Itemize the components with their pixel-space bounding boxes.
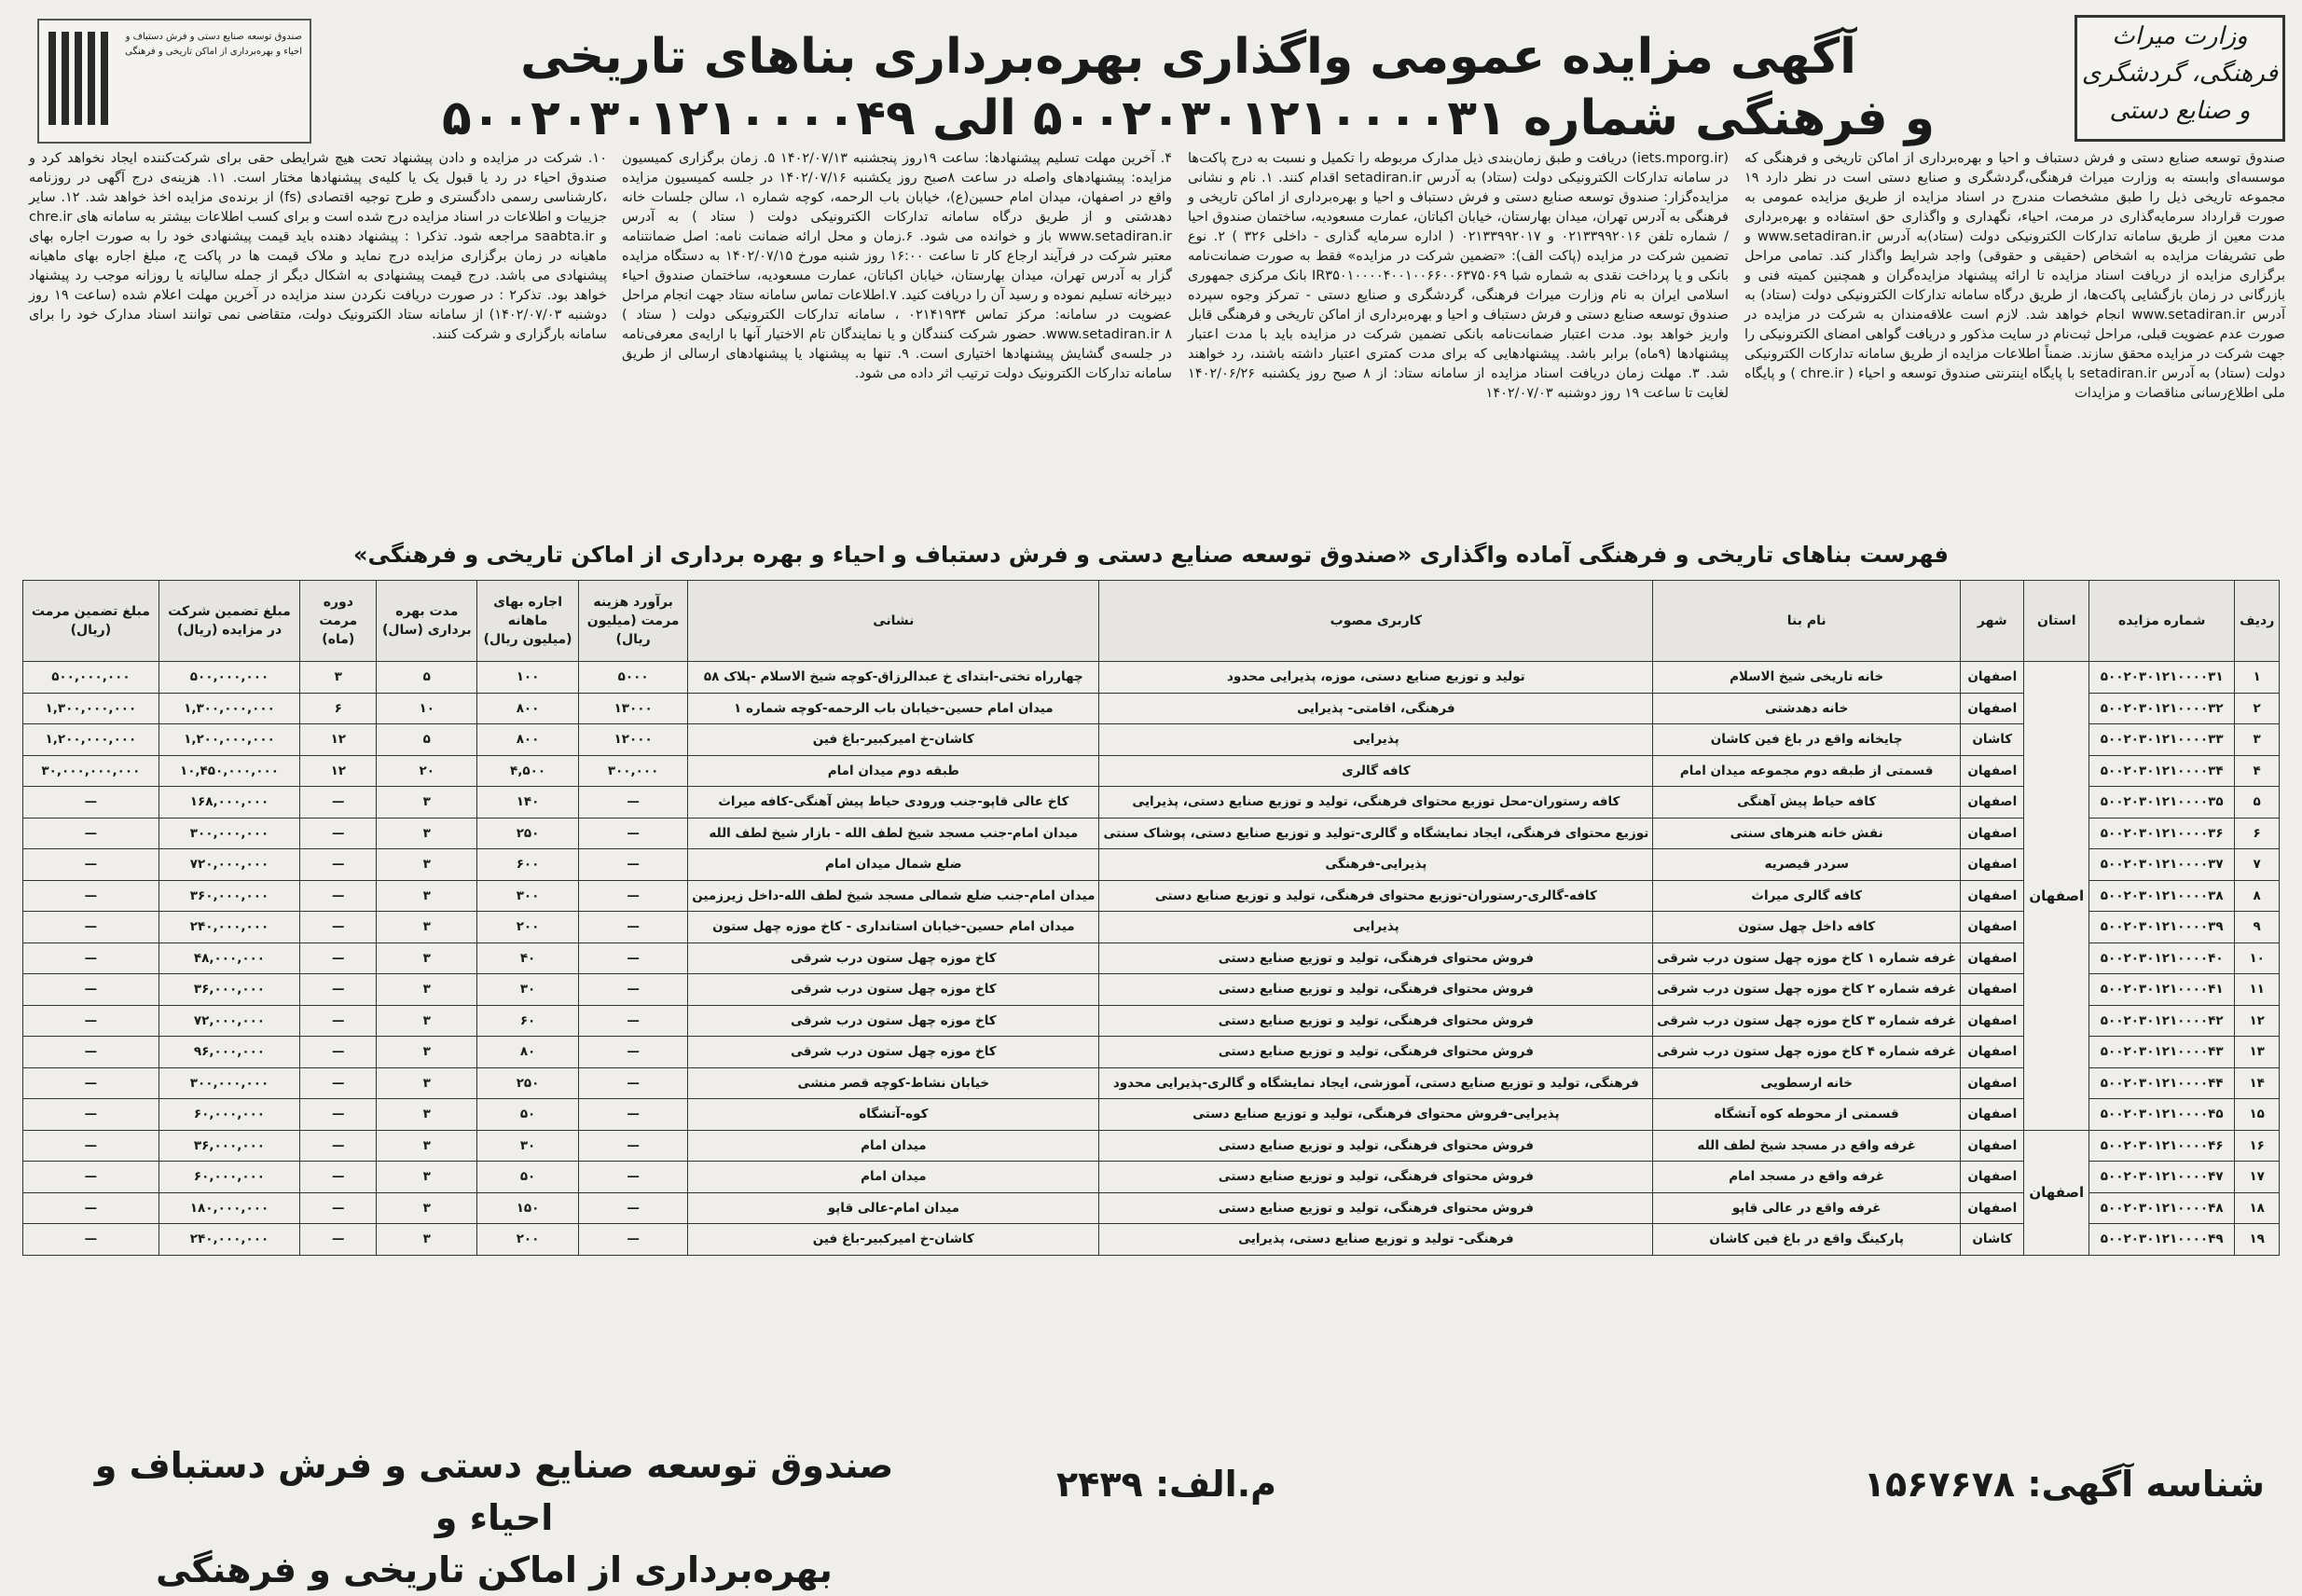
cell-rent: ۲۵۰ [477, 818, 579, 849]
cell-g2: — [23, 787, 159, 819]
cell-addr: میدان امام [688, 1130, 1099, 1162]
cell-cost: — [578, 880, 687, 912]
cell-n: ۹ [2235, 912, 2280, 943]
cell-cost: ۵۰۰۰ [578, 662, 687, 694]
cell-years: ۲۰ [377, 755, 477, 787]
cell-id: ۵۰۰۲۰۳۰۱۲۱۰۰۰۰۳۸ [2089, 880, 2235, 912]
column-header: مبلغ تضمین مرمت (ریال) [23, 581, 159, 662]
cell-g1: ۲۴۰,۰۰۰,۰۰۰ [159, 912, 299, 943]
cell-g1: ۴۸,۰۰۰,۰۰۰ [159, 942, 299, 974]
cell-city: اصفهان [1961, 787, 2024, 819]
cell-city: اصفهان [1961, 662, 2024, 694]
cell-use: فروش محتوای فرهنگی، تولید و توزیع صنایع دستی [1099, 942, 1653, 974]
column-header: شماره مزایده [2089, 581, 2235, 662]
cell-years: ۳ [377, 1037, 477, 1068]
cell-name: قسمتی از محوطه کوه آتشگاه [1653, 1099, 1961, 1131]
cell-city: اصفهان [1961, 974, 2024, 1006]
cell-name: چایخانه واقع در باغ فین کاشان [1653, 724, 1961, 756]
cell-id: ۵۰۰۲۰۳۰۱۲۱۰۰۰۰۳۹ [2089, 912, 2235, 943]
cell-g1: ۱,۲۰۰,۰۰۰,۰۰۰ [159, 724, 299, 756]
cell-city: اصفهان [1961, 880, 2024, 912]
cell-id: ۵۰۰۲۰۳۰۱۲۱۰۰۰۰۴۲ [2089, 1005, 2235, 1037]
province-cell: اصفهان [2024, 662, 2089, 1131]
table-row [23, 1099, 2280, 1131]
cell-months: — [300, 1005, 377, 1037]
ad-id: شناسه آگهی: ۱۵۶۷۶۷۸ [1863, 1464, 2265, 1505]
fund-logo-mark [48, 32, 114, 125]
cell-years: ۳ [377, 1130, 477, 1162]
cell-g1: ۳۰۰,۰۰۰,۰۰۰ [159, 818, 299, 849]
cell-n: ۷ [2235, 849, 2280, 881]
cell-g2: — [23, 1130, 159, 1162]
cell-n: ۱۰ [2235, 942, 2280, 974]
cell-rent: ۸۰۰ [477, 724, 579, 756]
cell-years: ۳ [377, 880, 477, 912]
cell-cost: — [578, 974, 687, 1006]
ad-title-line2: و فرهنگی شماره ۵۰۰۲۰۳۰۱۲۱۰۰۰۰۳۱ الی ۵۰۰۲۰۳۰۱۲۱۰۰۰۰۴۹ [441, 90, 1936, 146]
cell-use: فرهنگی- تولید و توزیع صنایع دستی، پذیرایی [1099, 1224, 1653, 1256]
cell-g2: — [23, 1005, 159, 1037]
cell-months: — [300, 1224, 377, 1256]
cell-addr: میدان امام-جنب ضلع شمالی مسجد شیخ لطف الله-داخل زیرزمین [688, 880, 1099, 912]
cell-addr: کاخ موزه چهل ستون درب شرقی [688, 942, 1099, 974]
cell-g2: — [23, 1224, 159, 1256]
cell-rent: ۳۰ [477, 1130, 579, 1162]
cell-cost: — [578, 1037, 687, 1068]
cell-city: کاشان [1961, 1224, 2024, 1256]
ad-title [317, 26, 2060, 149]
cell-name: غرفه شماره ۴ کاخ موزه چهل ستون درب شرقی [1653, 1037, 1961, 1068]
org-name-line1: صندوق توسعه صنایع دستی و فرش دستباف و احیاء و [94, 1445, 894, 1538]
cell-n: ۱ [2235, 662, 2280, 694]
cell-cost: — [578, 787, 687, 819]
cell-city: اصفهان [1961, 693, 2024, 724]
cell-id: ۵۰۰۲۰۳۰۱۲۱۰۰۰۰۳۵ [2089, 787, 2235, 819]
table-row [23, 1037, 2280, 1068]
cell-rent: ۱۴۰ [477, 787, 579, 819]
cell-cost: — [578, 1162, 687, 1193]
cell-g2: — [23, 912, 159, 943]
cell-rent: ۸۰۰ [477, 693, 579, 724]
cell-use: فروش محتوای فرهنگی، تولید و توزیع صنایع دستی [1099, 974, 1653, 1006]
cell-n: ۱۲ [2235, 1005, 2280, 1037]
cell-city: اصفهان [1961, 755, 2024, 787]
table-row [23, 912, 2280, 943]
cell-n: ۱۳ [2235, 1037, 2280, 1068]
property-table [22, 580, 2280, 1256]
cell-n: ۱۷ [2235, 1162, 2280, 1193]
cell-g2: — [23, 942, 159, 974]
cell-name: غرفه شماره ۳ کاخ موزه چهل ستون درب شرقی [1653, 1005, 1961, 1037]
intro-column-3: ۴. آخرین مهلت تسلیم پیشنهادها: ساعت ۱۹روز پنجشنبه ۱۴۰۲/۰۷/۱۳ ۵. زمان برگزاری کمیسیون مزایده: پیشنهادهای واصله در ساعت ۸صبح روز یکشنبه ۱۴۰۲/۰۷/۱۶ در جلسه کمیسیون مزایده واقع در اصفهان، میدان امام حسین(ع)، خیابان باب الرحمه، کوچه شماره ۱، سالن جلسات خانه دهدشتی و از طریق درگاه سامانه تدارکات الکترونیکی دولت ( ستاد ) به آدرس www.setadiran.ir باز و خوانده می شود. ۶.زمان و محل ارائه ضمانت نامه: اصل ضمانتنامه معتبر شرکت در فرآیند ارجاع کار تا ساعت ۱۶:۰۰ روز شنبه مورخ ۱۴۰۲/۰۷/۱۵ به دستگاه مزایده گزار به آدرس تهران، میدان بهارستان، خیابان اکباتان، عمارت مسعودیه، ساختمان صندوق احیاء دبیرخانه تسلیم نموده و رسید آن را دریافت کنید. ۷.اطلاعات تماس سامانه ستاد جهت انجام مراحل عضویت در سامانه: مرکز تماس ۰۲۱۴۱۹۳۴ ، سامانه تدارکات الکترونیکی دولت ( ستاد ) www.setadiran.ir ۸. حضور شرکت کنندگان و یا نمایندگان تام الاختیار آنها با ارایه‌ی معرفی‌نامه در جلسه‌ی گشایش پیشنهادها اختیاری است. ۹. تنها به پیشنهاد یا پیشنهادهای ارسالی از طریق سامانه تدارکات الکترونیک دولت ترتیب اثر داده می شود. [622, 151, 1173, 381]
cell-months: — [300, 974, 377, 1006]
ad-title-line1: آگهی مزایده عمومی واگذاری بهره‌برداری بناهای تاریخی [520, 29, 1856, 85]
cell-g1: ۱,۳۰۰,۰۰۰,۰۰۰ [159, 693, 299, 724]
table-row [23, 942, 2280, 974]
column-header: اجاره بهای ماهانه (میلیون ریال) [477, 581, 579, 662]
cell-cost: — [578, 1067, 687, 1099]
cell-addr: کاخ عالی قاپو-جنب ورودی حیاط پیش آهنگی-کافه میراث [688, 787, 1099, 819]
cell-rent: ۸۰ [477, 1037, 579, 1068]
cell-g2: — [23, 1162, 159, 1193]
table-row [23, 1130, 2280, 1162]
column-header: ردیف [2235, 581, 2280, 662]
cell-g2: — [23, 1192, 159, 1224]
cell-n: ۱۶ [2235, 1130, 2280, 1162]
table-row [23, 693, 2280, 724]
cell-n: ۶ [2235, 818, 2280, 849]
column-header: برآورد هزینه مرمت (میلیون ریال) [578, 581, 687, 662]
cell-id: ۵۰۰۲۰۳۰۱۲۱۰۰۰۰۳۱ [2089, 662, 2235, 694]
cell-addr: ضلع شمال میدان امام [688, 849, 1099, 881]
cell-name: غرفه شماره ۲ کاخ موزه چهل ستون درب شرقی [1653, 974, 1961, 1006]
cell-rent: ۳۰ [477, 974, 579, 1006]
cell-name: کافه گالری میراث [1653, 880, 1961, 912]
cell-name: کافه حیاط پیش آهنگی [1653, 787, 1961, 819]
cell-city: اصفهان [1961, 1037, 2024, 1068]
cell-years: ۳ [377, 849, 477, 881]
table-row [23, 974, 2280, 1006]
cell-id: ۵۰۰۲۰۳۰۱۲۱۰۰۰۰۴۳ [2089, 1037, 2235, 1068]
table-row [23, 1192, 2280, 1224]
cell-months: — [300, 942, 377, 974]
cell-years: ۵ [377, 724, 477, 756]
cell-rent: ۴,۵۰۰ [477, 755, 579, 787]
cell-city: اصفهان [1961, 849, 2024, 881]
cell-g1: ۱۸۰,۰۰۰,۰۰۰ [159, 1192, 299, 1224]
cell-years: ۳ [377, 1067, 477, 1099]
cell-city: اصفهان [1961, 1099, 2024, 1131]
cell-id: ۵۰۰۲۰۳۰۱۲۱۰۰۰۰۳۳ [2089, 724, 2235, 756]
cell-id: ۵۰۰۲۰۳۰۱۲۱۰۰۰۰۴۶ [2089, 1130, 2235, 1162]
cell-use: فروش محتوای فرهنگی، تولید و توزیع صنایع دستی [1099, 1192, 1653, 1224]
cell-years: ۳ [377, 1224, 477, 1256]
table-row [23, 818, 2280, 849]
column-header: شهر [1961, 581, 2024, 662]
cell-g2: ۱,۲۰۰,۰۰۰,۰۰۰ [23, 724, 159, 756]
cell-months: ۶ [300, 693, 377, 724]
cell-use: کافه-گالری-رستوران-توزیع محتوای فرهنگی، تولید و توزیع صنایع دستی [1099, 880, 1653, 912]
cell-cost: — [578, 1130, 687, 1162]
cell-addr: کاشان-خ امیرکبیر-باغ فین [688, 724, 1099, 756]
cell-years: ۳ [377, 942, 477, 974]
cell-use: فرهنگی، تولید و توزیع صنایع دستی، آموزشی، ایجاد نمایشگاه و گالری-پذیرایی محدود [1099, 1067, 1653, 1099]
cell-addr: خیابان نشاط-کوچه قصر منشی [688, 1067, 1099, 1099]
column-header: استان [2024, 581, 2089, 662]
cell-name: قسمتی از طبقه دوم مجموعه میدان امام [1653, 755, 1961, 787]
intro-column-4: ۱۰. شرکت در مزایده و دادن پیشنهاد تحت هیچ شرایطی حقی برای شرکت‌کننده ایجاد نخواهد کرد و صندوق احیاء در رد یا قبول یک یا کلیه‌ی پیشنهادها مختار است. ۱۱. هزینه‌ی درج آگهی در روزنامه ،کارشناسی رسمی دادگستری و طرح توجیه اقتصادی (fs) از برنده‌ی مزایده اخذ خواهد شد. ۱۲. سایر جزییات و اطلاعات در اسناد مزایده درج شده است و برای کسب اطلاعات بیشتر به سامانه های chre.ir و saabta.ir مراجعه شود. تذکر۱ : پیشنهاد دهنده باید قیمت پیشنهادی خود را به صورت اجاره بهای ماهیانه در زمان برگزاری مزایده درج نماید و ملاک قیمت ها در پاکت ج، مبلغ اجاره بهای ماهیانه پیشنهادی می باشد. درج قیمت پیشنهادی به اشکال دیگر از جمله سالیانه یا روزانه موجب رد پیشنهاد خواهد بود. تذکر۲ : در صورت دریافت نکردن سند مزایده در آخرین مهلت اعلام شده (ساعت ۱۹ روز دوشنبه ۱۴۰۲/۰۷/۰۳) از سامانه ستاد الکترونیک دولت، متقاضی نمی توانند اسناد مدارک خود را برای سامانه بارگزاری و شرکت کنند. [29, 151, 608, 342]
cell-cost: — [578, 1005, 687, 1037]
table-title: فهرست بناهای تاریخی و فرهنگی آماده واگذاری «صندوق توسعه صنایع دستی و فرش دستباف و احیاء و بهره برداری از اماکن تاریخی و فرهنگی» [353, 542, 1949, 568]
fund-logo [37, 19, 311, 144]
cell-n: ۲ [2235, 693, 2280, 724]
cell-cost: — [578, 849, 687, 881]
cell-use: فرهنگی، اقامتی- پذیرایی [1099, 693, 1653, 724]
cell-city: اصفهان [1961, 818, 2024, 849]
cell-n: ۵ [2235, 787, 2280, 819]
province-cell: اصفهان [2024, 1130, 2089, 1255]
column-header: نشانی [688, 581, 1099, 662]
cell-name: خانه دهدشتی [1653, 693, 1961, 724]
table-row [23, 787, 2280, 819]
cell-g2: — [23, 1037, 159, 1068]
cell-addr: کاخ موزه چهل ستون درب شرقی [688, 1037, 1099, 1068]
cell-cost: ۳۰۰,۰۰۰ [578, 755, 687, 787]
cell-id: ۵۰۰۲۰۳۰۱۲۱۰۰۰۰۳۶ [2089, 818, 2235, 849]
cell-use: پذیرایی [1099, 912, 1653, 943]
table-row [23, 849, 2280, 881]
cell-g1: ۶۰,۰۰۰,۰۰۰ [159, 1162, 299, 1193]
cell-n: ۱۹ [2235, 1224, 2280, 1256]
cell-g1: ۷۲۰,۰۰۰,۰۰۰ [159, 849, 299, 881]
cell-name: نقش خانه هنرهای سنتی [1653, 818, 1961, 849]
org-name-line2: بهره‌برداری از اماکن تاریخی و فرهنگی [156, 1549, 833, 1590]
cell-years: ۳ [377, 818, 477, 849]
cell-addr: کوه-آتشگاه [688, 1099, 1099, 1131]
cell-addr: میدان امام [688, 1162, 1099, 1193]
cell-months: — [300, 818, 377, 849]
cell-use: فروش محتوای فرهنگی، تولید و توزیع صنایع دستی [1099, 1130, 1653, 1162]
cell-name: غرفه شماره ۱ کاخ موزه چهل ستون درب شرقی [1653, 942, 1961, 974]
cell-name: پارکینگ واقع در باغ فین کاشان [1653, 1224, 1961, 1256]
cell-city: اصفهان [1961, 1130, 2024, 1162]
cell-id: ۵۰۰۲۰۳۰۱۲۱۰۰۰۰۴۸ [2089, 1192, 2235, 1224]
cell-id: ۵۰۰۲۰۳۰۱۲۱۰۰۰۰۴۱ [2089, 974, 2235, 1006]
cell-months: — [300, 1162, 377, 1193]
table-body [23, 662, 2280, 1256]
column-header: مبلغ تضمین شرکت در مزایده (ریال) [159, 581, 299, 662]
cell-g1: ۳۶,۰۰۰,۰۰۰ [159, 974, 299, 1006]
cell-use: فروش محتوای فرهنگی، تولید و توزیع صنایع دستی [1099, 1037, 1653, 1068]
cell-id: ۵۰۰۲۰۳۰۱۲۱۰۰۰۰۴۹ [2089, 1224, 2235, 1256]
cell-n: ۱۱ [2235, 974, 2280, 1006]
table-row [23, 1067, 2280, 1099]
cell-name: سردر قیصریه [1653, 849, 1961, 881]
cell-g2: ۱,۳۰۰,۰۰۰,۰۰۰ [23, 693, 159, 724]
cell-years: ۳ [377, 1099, 477, 1131]
cell-g1: ۳۰۰,۰۰۰,۰۰۰ [159, 1067, 299, 1099]
column-header: مدت بهره برداری (سال) [377, 581, 477, 662]
cell-rent: ۶۰ [477, 1005, 579, 1037]
cell-g2: ۳۰,۰۰۰,۰۰۰,۰۰۰ [23, 755, 159, 787]
table-header-row [23, 581, 2280, 662]
cell-name: خانه ارسطویی [1653, 1067, 1961, 1099]
cell-cost: — [578, 818, 687, 849]
cell-addr: کاخ موزه چهل ستون درب شرقی [688, 1005, 1099, 1037]
cell-g2: — [23, 974, 159, 1006]
cell-years: ۳ [377, 1162, 477, 1193]
cell-id: ۵۰۰۲۰۳۰۱۲۱۰۰۰۰۴۴ [2089, 1067, 2235, 1099]
cell-cost: — [578, 1192, 687, 1224]
cell-g1: ۲۴۰,۰۰۰,۰۰۰ [159, 1224, 299, 1256]
intro-column-1: صندوق توسعه صنایع دستی و فرش دستباف و احیا و بهره‌برداری از اماکن تاریخی و فرهنگی که موسسه‌ای وابسته به وزارت میراث فرهنگی،گردشگری و صنایع دستی است در نظر دارد ۱۹ مجموعه تاریخی ذیل را طبق مشخصات مندرج در اسناد مزایده از طریق مزایده عمومی به صورت قرارداد سرمایه‌گذاری در مرمت، احیاء، نگهداری و واگذاری حق استفاده و بهره‌برداری مدت معین از طریق سامانه تدارکات الکترونیکی دولت (ستاد)به آدرس www.setadiran.ir و طی تشریفات مزایده به اشخاص (حقیقی و حقوقی) واجد شرایط واگذار کند. تمامی مراحل برگزاری مزایده از دریافت اسناد مزایده تا ارائه پیشنهاد مزایده‌گران و همچنین کمیته فنی و بازرگانی در زمان بازگشایی پاکت‌ها، از طریق درگاه سامانه تدارکات الکترونیکی دولت (ستاد) به آدرس www.setadiran.ir انجام خواهد شد. لازم است علاقه‌مندان به شرکت در مزایده در صورت عدم عضویت قبلی، مراحل ثبت‌نام در سایت مذکور و دریافت گواهی امضای الکترونیکی را جهت شرکت در مزایده محقق سازند. ضمناً اطلاعات مزایده از طریق سامانه تدارکات الکترونیکی دولت (ستاد) به آدرس setadiran.ir با پایگاه اینترنتی صندوق توسعه و احیاء ( chre.ir ) و پایگاه ملی اطلاع‌رسانی مناقصات و مزایدات [1744, 151, 2286, 401]
cell-n: ۴ [2235, 755, 2280, 787]
cell-g2: — [23, 1099, 159, 1131]
cell-rent: ۳۰۰ [477, 880, 579, 912]
cell-addr: طبقه دوم میدان امام [688, 755, 1099, 787]
cell-g2: — [23, 818, 159, 849]
cell-n: ۳ [2235, 724, 2280, 756]
cell-rent: ۵۰ [477, 1162, 579, 1193]
cell-cost: ۱۳۰۰۰ [578, 693, 687, 724]
cell-addr: کاشان-خ امیرکبیر-باغ فین [688, 1224, 1099, 1256]
table-row [23, 1005, 2280, 1037]
cell-name: غرفه واقع در مسجد امام [1653, 1162, 1961, 1193]
cell-rent: ۲۵۰ [477, 1067, 579, 1099]
ad-code: م.الف: ۲۴۳۹ [1055, 1464, 1276, 1505]
cell-g1: ۱۰,۴۵۰,۰۰۰,۰۰۰ [159, 755, 299, 787]
cell-g2: — [23, 1067, 159, 1099]
cell-g1: ۷۲,۰۰۰,۰۰۰ [159, 1005, 299, 1037]
cell-use: تولید و توزیع صنایع دستی، موزه، پذیرایی محدود [1099, 662, 1653, 694]
cell-addr: چهارراه تختی-ابتدای خ عبدالرزاق-کوچه شیخ الاسلام -پلاک ۵۸ [688, 662, 1099, 694]
cell-g1: ۱۶۸,۰۰۰,۰۰۰ [159, 787, 299, 819]
cell-cost: — [578, 912, 687, 943]
cell-years: ۵ [377, 662, 477, 694]
cell-use: کافه گالری [1099, 755, 1653, 787]
cell-id: ۵۰۰۲۰۳۰۱۲۱۰۰۰۰۴۰ [2089, 942, 2235, 974]
cell-g2: — [23, 849, 159, 881]
cell-cost: — [578, 942, 687, 974]
cell-g2: ۵۰۰,۰۰۰,۰۰۰ [23, 662, 159, 694]
table-row [23, 880, 2280, 912]
cell-g2: — [23, 880, 159, 912]
cell-years: ۳ [377, 787, 477, 819]
cell-use: فروش محتوای فرهنگی، تولید و توزیع صنایع دستی [1099, 1162, 1653, 1193]
cell-use: پذیرایی-فرهنگی [1099, 849, 1653, 881]
cell-use: کافه رستوران-محل توزیع محتوای فرهنگی، تولید و توزیع صنایع دستی، پذیرایی [1099, 787, 1653, 819]
column-header: دوره مرمت (ماه) [300, 581, 377, 662]
cell-years: ۳ [377, 1005, 477, 1037]
cell-name: خانه تاریخی شیخ الاسلام [1653, 662, 1961, 694]
cell-n: ۸ [2235, 880, 2280, 912]
cell-use: توزیع محتوای فرهنگی، ایجاد نمایشگاه و گالری-تولید و توزیع صنایع دستی، پوشاک سنتی [1099, 818, 1653, 849]
cell-city: اصفهان [1961, 1192, 2024, 1224]
table-row [23, 662, 2280, 694]
table-row [23, 1162, 2280, 1193]
cell-months: ۱۲ [300, 724, 377, 756]
cell-n: ۱۵ [2235, 1099, 2280, 1131]
cell-rent: ۴۰ [477, 942, 579, 974]
cell-months: — [300, 787, 377, 819]
ad-footer [0, 1426, 2302, 1590]
intro-column-2: (iets.mporg.ir) دریافت و طبق زمان‌بندی ذیل مدارک مربوطه را تکمیل و نسبت به درج پاکت‌ها در سامانه تدارکات الکترونیکی دولت (ستاد) به آدرس setadiran.ir اقدام کنند. ۱. نام و نشانی مزایده‌گزار: صندوق توسعه صنایع دستی و فرش دستباف و احیا و بهره‌برداری از اماکن تاریخی و فرهنگی به آدرس تهران، میدان بهارستان، خیابان اکباتان، عمارت مسعودیه، ساختمان صندوق احیا / شماره تلفن ۰۲۱۳۳۹۹۲۰۱۶ و ۰۲۱۳۳۹۹۲۰۱۷ ( اداره سرمایه گذاری - داخلی ۳۲۶ ) ۲. نوع تضمین شرکت در مزایده (پاکت الف): «تضمین شرکت در مزایده» فقط به صورت ضمانت‌نامه بانکی و یا پرداخت نقدی به شماره شبا IR۳۵۰۱۰۰۰۰۴۰۰۱۰۰۶۶۰۰۶۳۷۵۰۶۹ بانک مرکزی جمهوری اسلامی ایران به نام وزارت میراث فرهنگی، گردشگری و صنایع دستی - تمرکز وجوه سپرده صندوق توسعه صنایع دستی و فرش دستباف و احیا و بهره‌برداری از اماکن تاریخی و فرهنگی قابل واریز خواهد بود. مدت اعتبار ضمانت‌نامه بانکی تضمین شرکت در مزایده باید با مدت اعتبار پیشنهادها (۹ماه) برابر باشد. پیشنهادهایی که برای مدت کمتری اعتبار داشته باشند، رد خواهند شد. ۳. مهلت زمان دریافت اسناد مزایده از سامانه ستاد: از ۸ صبح روز یکشنبه ۱۴۰۲/۰۶/۲۶ لغایت تا ساعت ۱۹ روز دوشنبه ۱۴۰۲/۰۷/۰۳ [1188, 151, 1730, 401]
cell-months: ۱۲ [300, 755, 377, 787]
cell-cost: ۱۲۰۰۰ [578, 724, 687, 756]
cell-id: ۵۰۰۲۰۳۰۱۲۱۰۰۰۰۴۷ [2089, 1162, 2235, 1193]
fund-logo-text: صندوق توسعه صنایع دستی و فرش دستباف و احیاء و بهره‌برداری از اماکن تاریخی و فرهنگی [125, 32, 302, 57]
cell-id: ۵۰۰۲۰۳۰۱۲۱۰۰۰۰۳۴ [2089, 755, 2235, 787]
cell-city: اصفهان [1961, 942, 2024, 974]
cell-rent: ۵۰ [477, 1099, 579, 1131]
ministry-logo: وزارت میراث فرهنگی، گردشگری و صنایع دستی [2075, 15, 2285, 142]
cell-months: — [300, 1192, 377, 1224]
org-name [75, 1439, 914, 1596]
table-row [23, 724, 2280, 756]
cell-g1: ۳۶۰,۰۰۰,۰۰۰ [159, 880, 299, 912]
cell-city: اصفهان [1961, 912, 2024, 943]
cell-addr: میدان امام حسین-خیابان باب الرحمه-کوچه شماره ۱ [688, 693, 1099, 724]
cell-cost: — [578, 1099, 687, 1131]
cell-months: — [300, 880, 377, 912]
cell-years: ۱۰ [377, 693, 477, 724]
cell-months: — [300, 1099, 377, 1131]
cell-addr: کاخ موزه چهل ستون درب شرقی [688, 974, 1099, 1006]
cell-city: اصفهان [1961, 1005, 2024, 1037]
cell-city: اصفهان [1961, 1162, 2024, 1193]
cell-use: پذیرایی-فروش محتوای فرهنگی، تولید و توزیع صنایع دستی [1099, 1099, 1653, 1131]
cell-use: فروش محتوای فرهنگی، تولید و توزیع صنایع دستی [1099, 1005, 1653, 1037]
cell-g1: ۶۰,۰۰۰,۰۰۰ [159, 1099, 299, 1131]
cell-cost: — [578, 1224, 687, 1256]
cell-g1: ۵۰۰,۰۰۰,۰۰۰ [159, 662, 299, 694]
cell-id: ۵۰۰۲۰۳۰۱۲۱۰۰۰۰۳۲ [2089, 693, 2235, 724]
cell-rent: ۶۰۰ [477, 849, 579, 881]
cell-city: اصفهان [1961, 1067, 2024, 1099]
cell-addr: میدان امام-جنب مسجد شیخ لطف الله - بازار شیخ لطف الله [688, 818, 1099, 849]
cell-years: ۳ [377, 1192, 477, 1224]
cell-years: ۳ [377, 912, 477, 943]
table-row [23, 1224, 2280, 1256]
cell-rent: ۱۰۰ [477, 662, 579, 694]
cell-months: — [300, 1130, 377, 1162]
cell-g1: ۹۶,۰۰۰,۰۰۰ [159, 1037, 299, 1068]
cell-id: ۵۰۰۲۰۳۰۱۲۱۰۰۰۰۳۷ [2089, 849, 2235, 881]
cell-name: غرفه واقع در مسجد شیخ لطف الله [1653, 1130, 1961, 1162]
cell-addr: میدان امام حسین-خیابان استانداری - کاخ موزه چهل ستون [688, 912, 1099, 943]
cell-city: کاشان [1961, 724, 2024, 756]
cell-n: ۱۴ [2235, 1067, 2280, 1099]
cell-years: ۳ [377, 974, 477, 1006]
cell-name: کافه داخل چهل ستون [1653, 912, 1961, 943]
cell-rent: ۱۵۰ [477, 1192, 579, 1224]
cell-n: ۱۸ [2235, 1192, 2280, 1224]
cell-rent: ۲۰۰ [477, 912, 579, 943]
cell-use: پذیرایی [1099, 724, 1653, 756]
cell-months: ۳ [300, 662, 377, 694]
cell-rent: ۲۰۰ [477, 1224, 579, 1256]
cell-months: — [300, 1067, 377, 1099]
cell-months: — [300, 1037, 377, 1068]
cell-months: — [300, 912, 377, 943]
cell-g1: ۳۶,۰۰۰,۰۰۰ [159, 1130, 299, 1162]
cell-name: غرفه واقع در عالی قاپو [1653, 1192, 1961, 1224]
column-header: کاربری مصوب [1099, 581, 1653, 662]
column-header: نام بنا [1653, 581, 1961, 662]
table-row [23, 755, 2280, 787]
cell-id: ۵۰۰۲۰۳۰۱۲۱۰۰۰۰۴۵ [2089, 1099, 2235, 1131]
cell-months: — [300, 849, 377, 881]
cell-addr: میدان امام-عالی قاپو [688, 1192, 1099, 1224]
